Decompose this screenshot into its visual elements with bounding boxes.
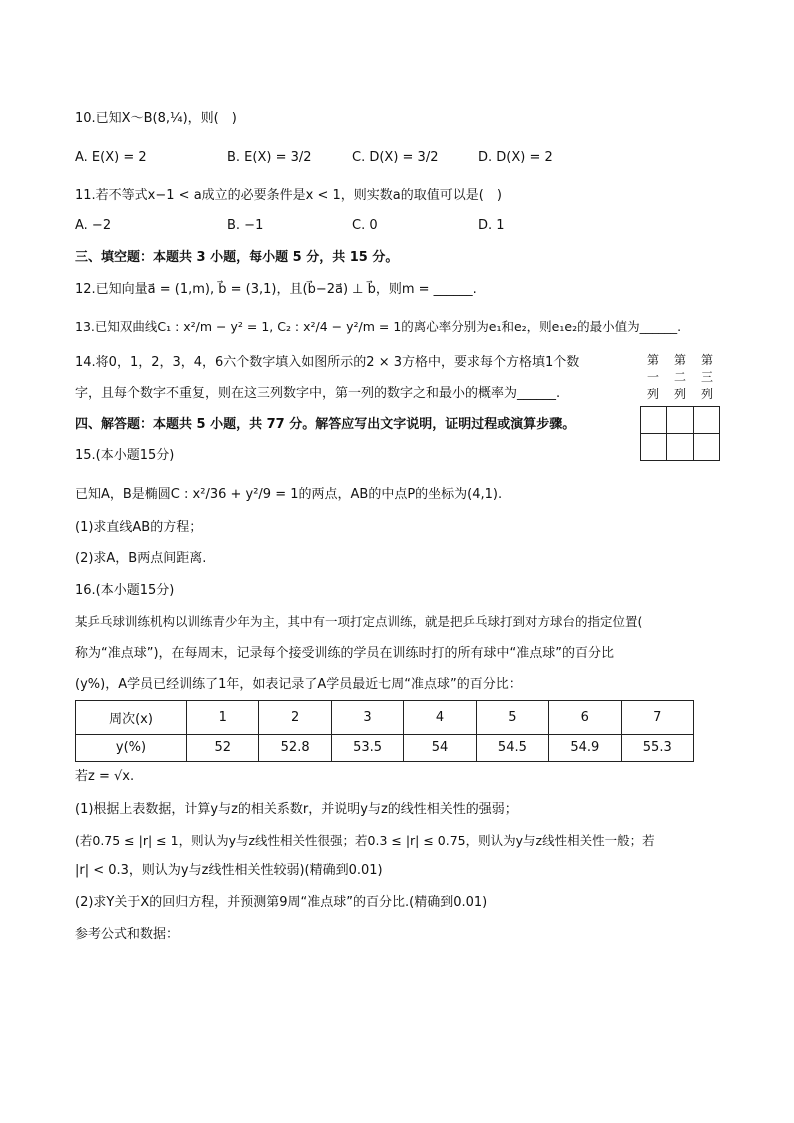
q14-grid-figure — [640, 352, 720, 460]
grid-cell — [693, 407, 719, 434]
q15-part-2: (2)求A，B两点间距离. — [75, 551, 207, 566]
q11-option-a: A. −2 — [75, 218, 112, 233]
q16-part-2: (2)求Y关于X的回归方程，并预测第9周“准点球”的百分比.(精确到0.01) — [75, 895, 488, 910]
q14-line-1: 14.将0，1，2，3，4，6六个数字填入如图所示的2 × 3方格中，要求每个方格填1个数 — [75, 355, 580, 370]
q16-header: 16.(本小题15分) — [75, 583, 175, 598]
grid-cell — [667, 434, 693, 461]
table-row — [76, 734, 694, 761]
table-cell: 54.5 — [476, 734, 548, 761]
q16-reference-heading: 参考公式和数据： — [75, 927, 180, 942]
table-cell: 52.8 — [259, 734, 331, 761]
q10-option-c: C. D(X) = 3/2 — [352, 150, 439, 165]
q16-paragraph-1: 某乒乓球训练机构以训练青少年为主，其中有一项打定点训练，就是把乒乓球打到对方球台的指定位置( — [75, 614, 643, 629]
q11-option-c: C. 0 — [352, 218, 378, 233]
q15-stem: 已知A，B是椭圆C : x²/36 + y²/9 = 1的两点，AB的中点P的坐标为(4,1). — [75, 487, 503, 502]
q16-data-table — [75, 700, 694, 762]
table-cell: 5 — [476, 701, 548, 735]
q16-note-1: (若0.75 ≤ |r| ≤ 1，则认为y与z线性相关性很强；若0.3 ≤ |r| ≤ 0.75，则认为y与z线性相关性一般；若 — [75, 833, 655, 848]
q16-note-2: |r| < 0.3，则认为y与z线性相关性较弱)(精确到0.01) — [75, 863, 383, 878]
table-cell: 2 — [259, 701, 331, 735]
grid-cell — [693, 434, 719, 461]
table-cell: 3 — [331, 701, 403, 735]
table-cell: 55.3 — [621, 734, 693, 761]
table-cell: 52 — [187, 734, 259, 761]
q10-option-a: A. E(X) = 2 — [75, 150, 147, 165]
q16-paragraph-3: (y%)，A学员已经训练了1年，如表记录了A学员最近七周“准点球”的百分比： — [75, 677, 522, 692]
table-cell: 53.5 — [331, 734, 403, 761]
q16-z-definition: 若z = √x. — [75, 769, 135, 784]
q13-stem: 13.已知双曲线C₁ : x²/m − y² = 1, C₂ : x²/4 − y²/m = 1的离心率分别为e₁和e₂，则e₁e₂的最小值为______. — [75, 319, 682, 334]
column-header-2: 第 二 列 — [673, 353, 686, 401]
table-cell: 6 — [549, 701, 621, 735]
q14-grid — [640, 406, 720, 461]
q10-stem: 10.已知X～B(8,¼)，则( ) — [75, 111, 237, 126]
grid-cell — [641, 407, 667, 434]
section-4-heading: 四、解答题：本题共 5 小题，共 77 分。解答应写出文字说明，证明过程或演算步骤。 — [75, 417, 576, 432]
table-header-percent: y(%) — [76, 734, 187, 761]
table-cell: 54 — [404, 734, 476, 761]
table-row — [76, 701, 694, 735]
table-cell: 1 — [187, 701, 259, 735]
q11-option-d: D. 1 — [478, 218, 505, 233]
q11-option-b: B. −1 — [227, 218, 264, 233]
q12-stem: 12.已知向量a⃗ = (1,m), b⃗ = (3,1)，且(b⃗−2a⃗) ⊥ b⃗，则m = ______. — [75, 282, 477, 297]
q16-paragraph-2: 称为“准点球”)，在每周末，记录每个接受训练的学员在训练时打的所有球中“准点球”的百分比 — [75, 646, 615, 661]
column-header-3: 第 三 列 — [700, 353, 713, 401]
q10-option-b: B. E(X) = 3/2 — [227, 150, 312, 165]
q15-header: 15.(本小题15分) — [75, 448, 175, 463]
grid-cell — [641, 434, 667, 461]
table-cell: 4 — [404, 701, 476, 735]
grid-cell — [667, 407, 693, 434]
table-cell: 7 — [621, 701, 693, 735]
q15-part-1: (1)求直线AB的方程； — [75, 520, 203, 535]
column-header-1: 第 一 列 — [646, 353, 659, 401]
q16-part-1: (1)根据上表数据，计算y与z的相关系数r，并说明y与z的线性相关性的强弱； — [75, 802, 518, 817]
table-cell: 54.9 — [549, 734, 621, 761]
q11-stem: 11.若不等式x−1 < a成立的必要条件是x < 1，则实数a的取值可以是( ) — [75, 188, 502, 203]
q10-option-d: D. D(X) = 2 — [478, 150, 553, 165]
table-header-week: 周次(x) — [76, 701, 187, 735]
q14-line-2: 字，且每个数字不重复，则在这三列数字中，第一列的数字之和最小的概率为______. — [75, 386, 561, 401]
section-3-heading: 三、填空题：本题共 3 小题，每小题 5 分，共 15 分。 — [75, 250, 399, 265]
